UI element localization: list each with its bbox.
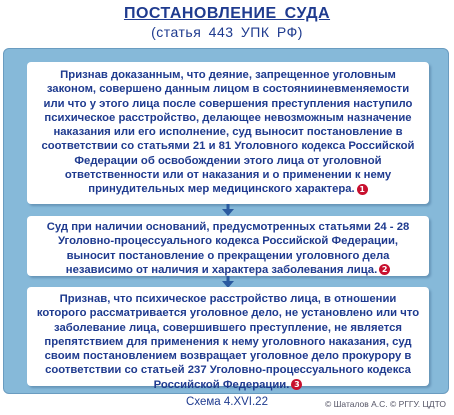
page-title: ПОСТАНОВЛЕНИЕ СУДА — [123, 5, 331, 22]
block-return-to-prosecutor — [27, 287, 429, 391]
block-acquittal-medical — [27, 62, 429, 204]
page-subtitle: (статья 443 УПК РФ) — [151, 24, 303, 40]
block-text: Признав доказанным, что деяние, запрещенное уголовным законом, совершено данным лицом в состоянииневменяемости или что у этого лица после совершения преступления наступило психическое расстройство, делающее невозможным назначение наказания или его исполнение, суд выносит постановление в соответствии со статьями 21 и 81 Уголовного кодекса Российской Федерации об освобождении этого лица от уголовной ответственности или от наказания и о применении к нему принудительных мер медицинского характера. — [41, 69, 415, 196]
block-text: Признав, что психическое расстройство лица, в отношении которого рассматривается уголовное дело, не установлено или что заболевание лица, совершившего преступление, не является препятствием для применения к нему уголовного наказания, суд своим постановлением возвращает уголовное дело прокурору в соответствии со статьей 237 Уголовно-процессуального кодекса Российской Федерации. — [36, 293, 420, 391]
footnote-badge: 1 — [357, 184, 368, 195]
block-text: Суд при наличии оснований, предусмотренных статьями 24 - 28 Уголовно-процессуального кодекса Российской Федерации, выносит постановление о прекращении уголовного дела независимо от наличия и характера заболевания лица. — [46, 221, 410, 276]
down-arrow-icon — [222, 204, 234, 216]
footnote-badge: 3 — [291, 379, 302, 390]
header — [0, 4, 454, 42]
block-termination — [27, 216, 429, 276]
copyright-credit: © Шаталов А.С. © РГГУ. ЦДТО — [325, 399, 446, 409]
scheme-caption: Схема 4.XVI.22 — [186, 396, 268, 408]
footnote-badge: 2 — [379, 264, 390, 275]
